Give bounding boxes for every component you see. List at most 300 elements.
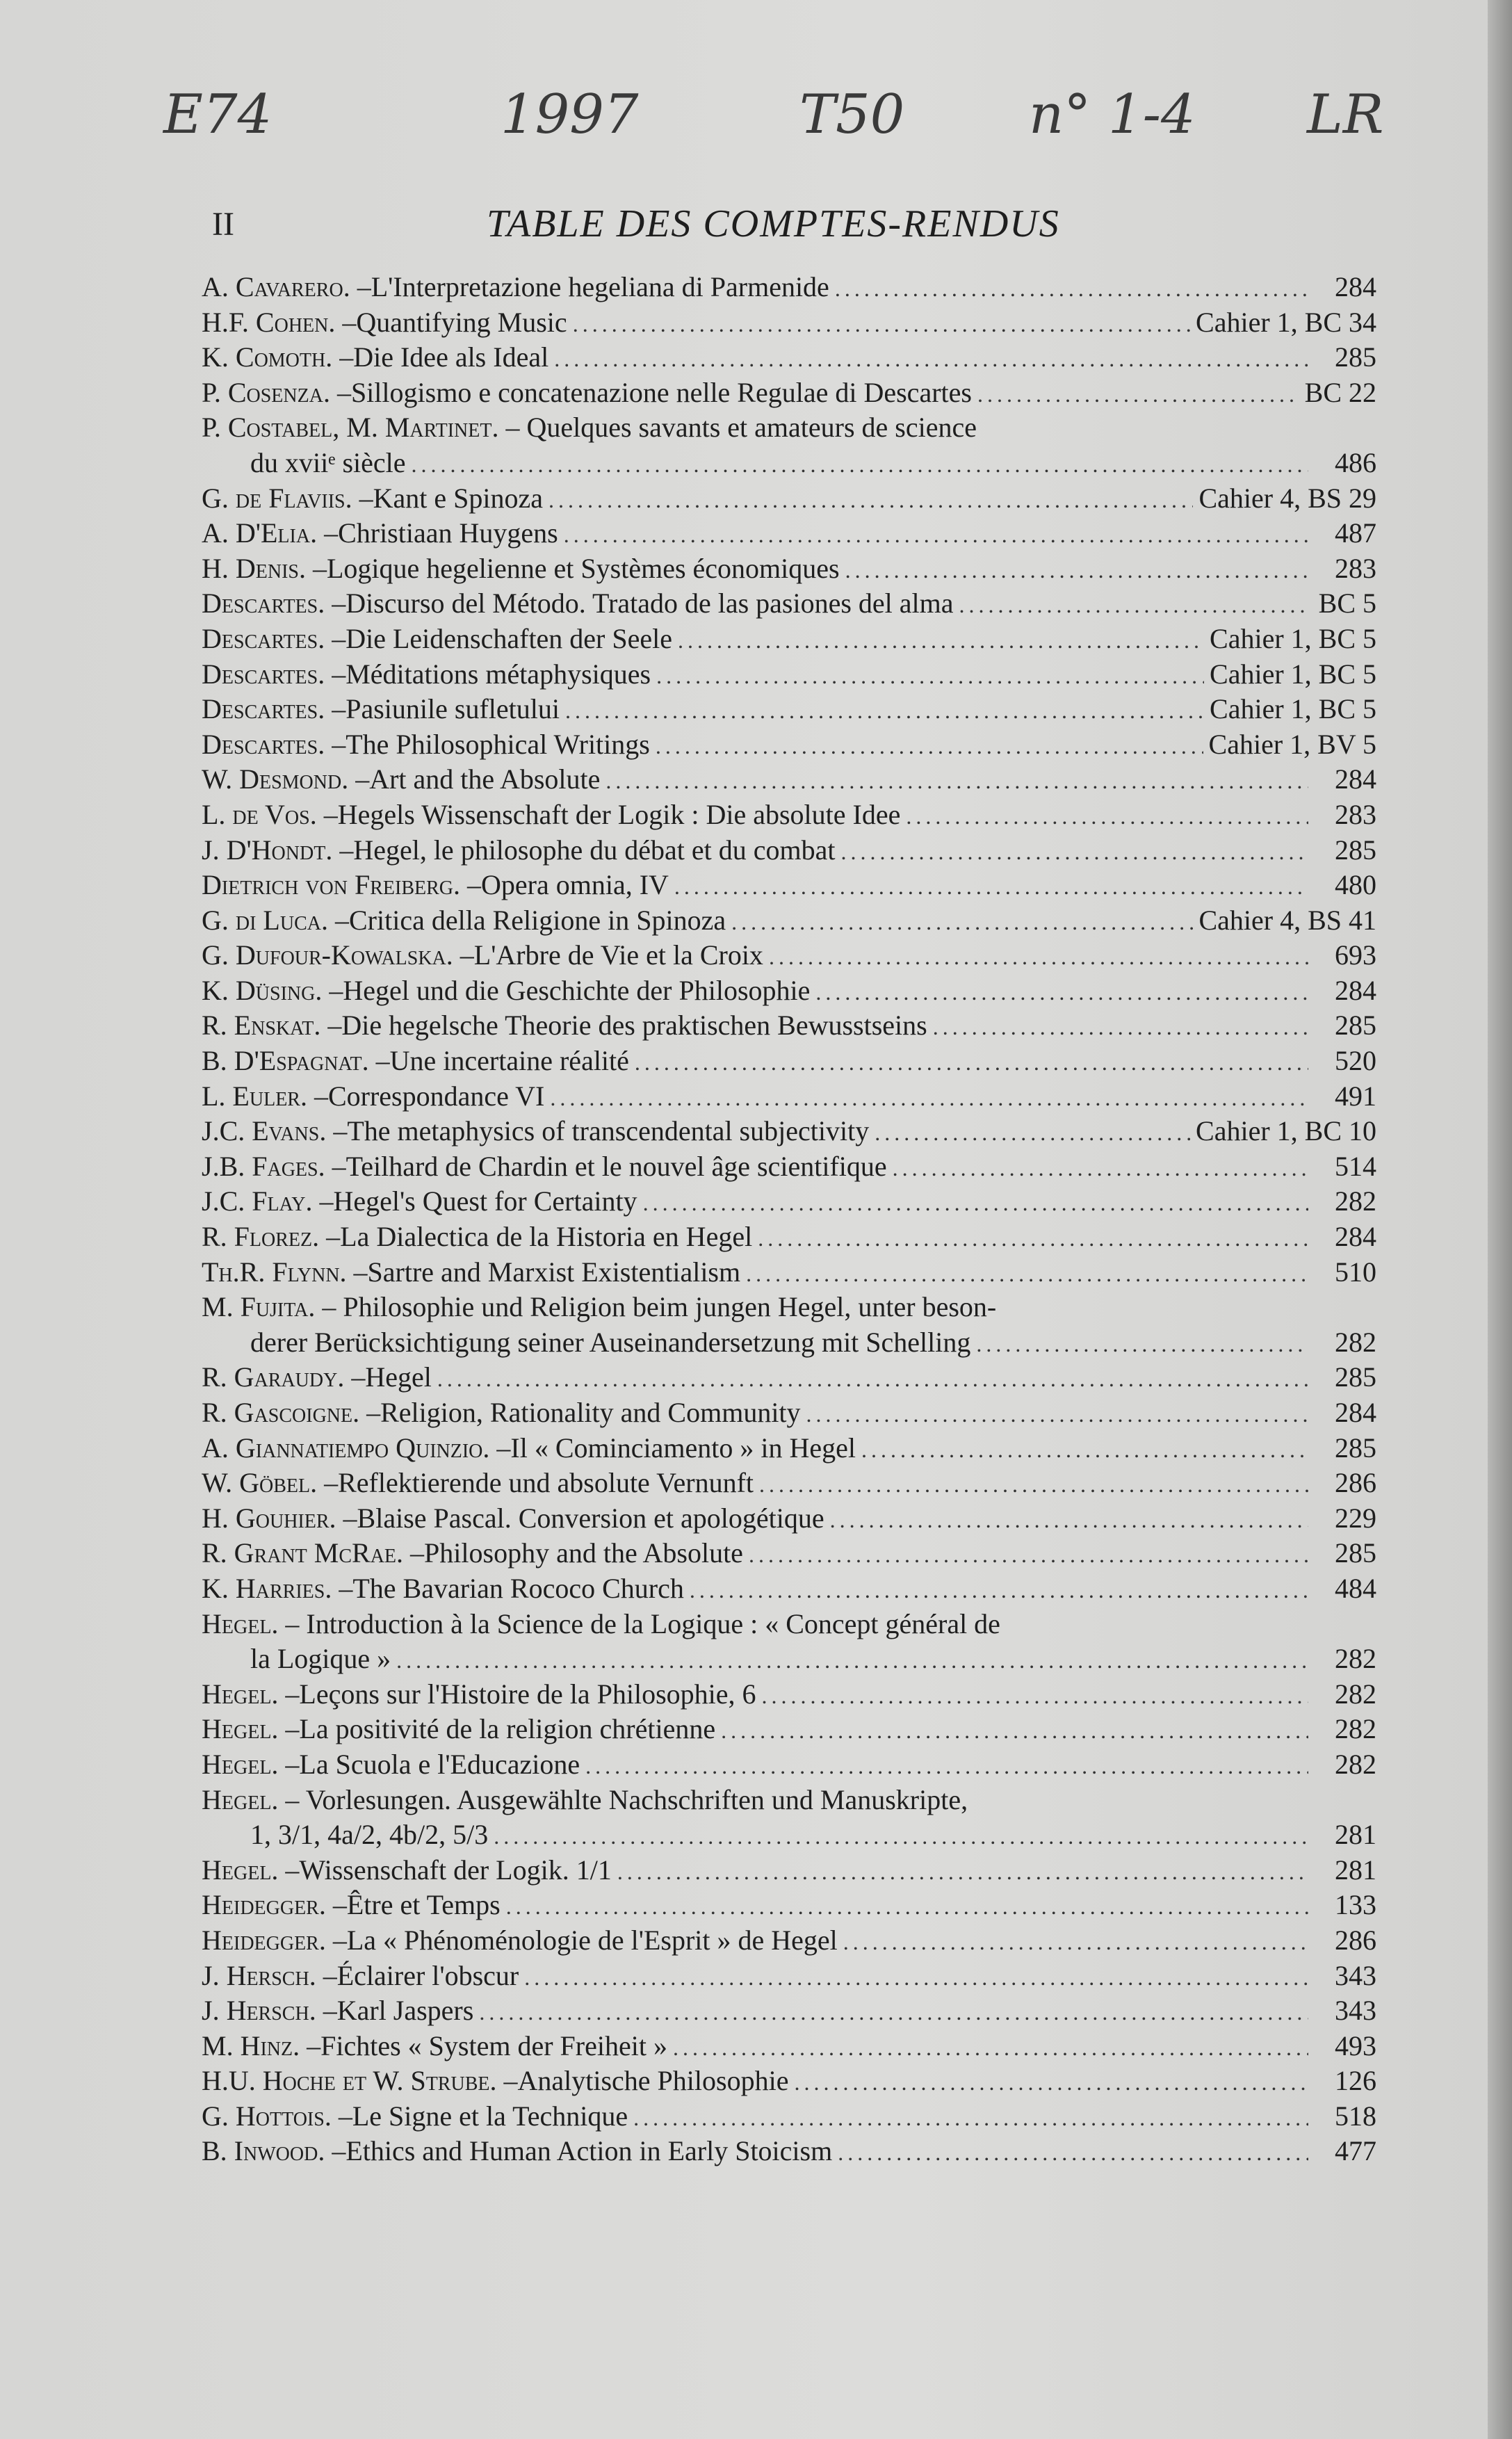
entry-title: Religion, Rationality and Community bbox=[380, 1397, 801, 1428]
entry-title-continued: 1, 3/1, 4a/2, 4b/2, 5/3 bbox=[250, 1819, 489, 1851]
entry-row bbox=[202, 1923, 1376, 1959]
leader-dots bbox=[762, 1678, 1308, 1713]
entry-title: Wissenschaft der Logik. 1/1 bbox=[299, 1854, 612, 1886]
entry-first-line bbox=[202, 1783, 1376, 1818]
entry-author: Heidegger bbox=[202, 1924, 319, 1956]
entry-reference: 282 bbox=[1335, 1326, 1376, 1358]
entry-title: Hegels Wissenschaft der Logik : Die absolute Idee bbox=[337, 798, 901, 830]
entry-author: H.F. Cohen bbox=[202, 306, 329, 338]
entry-title: Discurso del Método. Tratado de las pasiones del alma bbox=[346, 588, 954, 619]
entry-separator: . – bbox=[446, 939, 474, 971]
leader-dots bbox=[758, 1221, 1308, 1256]
leader-dots bbox=[806, 1397, 1308, 1432]
entry-row bbox=[202, 551, 1376, 587]
entry-title: Le Signe et la Technique bbox=[352, 2100, 628, 2132]
entry-title-continued: derer Berücksichtigung seiner Auseinandersetzung mit Schelling bbox=[250, 1326, 971, 1358]
entry-title: Die Leidenschaften der Seele bbox=[346, 622, 672, 654]
leader-dots bbox=[565, 693, 1204, 728]
entry-author: H.U. Hoche et W. Strube bbox=[202, 2065, 490, 2097]
entry-separator: . – bbox=[315, 974, 343, 1006]
entry-separator: . – bbox=[318, 2135, 346, 2167]
leader-dots bbox=[554, 341, 1308, 376]
entry-title: Une incertaine réalité bbox=[389, 1045, 629, 1077]
entry-row bbox=[202, 410, 1376, 480]
entry-separator: . – bbox=[293, 2029, 321, 2061]
entry-row bbox=[202, 622, 1376, 657]
handwritten-note-2: 1997 bbox=[501, 83, 639, 146]
entry-title: Reflektierende und absolute Vernunft bbox=[338, 1467, 754, 1499]
leader-dots bbox=[585, 1749, 1308, 1783]
entry-author: G. Hottois bbox=[202, 2100, 325, 2132]
entry-separator: . – bbox=[324, 2100, 352, 2132]
entry-separator: . – bbox=[325, 341, 354, 373]
entry-title: Teilhard de Chardin et le nouvel âge scientifique bbox=[346, 1150, 887, 1182]
entry-title-continued: du xviiᵉ siècle bbox=[250, 446, 406, 478]
entry-row bbox=[202, 1149, 1376, 1185]
entry-row bbox=[202, 657, 1376, 692]
entry-separator: . – bbox=[325, 1572, 353, 1604]
entry-row bbox=[202, 868, 1376, 903]
leader-dots bbox=[479, 1995, 1308, 2029]
entry-title: The Philosophical Writings bbox=[346, 728, 650, 760]
entry-row bbox=[202, 375, 1376, 411]
leader-dots bbox=[678, 623, 1204, 658]
entry-reference: 486 bbox=[1335, 446, 1376, 478]
entry-row bbox=[202, 1255, 1376, 1290]
entry-separator: . – bbox=[299, 552, 327, 584]
entry-title: Opera omnia, IV bbox=[481, 869, 669, 901]
leader-dots bbox=[769, 939, 1308, 974]
leader-dots bbox=[506, 1889, 1308, 1924]
entry-author: M. Fujita bbox=[202, 1291, 309, 1323]
handwritten-note-3: T50 bbox=[799, 83, 905, 146]
entry-title: Blaise Pascal. Conversion et apologétique bbox=[357, 1502, 824, 1534]
entry-title: Logique hegelienne et Systèmes économiques bbox=[327, 552, 840, 584]
entry-author: W. Göbel bbox=[202, 1467, 311, 1499]
entry-reference: 229 bbox=[1335, 1502, 1376, 1534]
entry-title: The Bavarian Rococo Church bbox=[352, 1572, 684, 1604]
entry-reference: 510 bbox=[1335, 1256, 1376, 1288]
entry-separator: . – bbox=[271, 1678, 300, 1710]
leader-dots bbox=[396, 1643, 1308, 1678]
handwritten-note-5: LR bbox=[1307, 83, 1384, 146]
leader-dots bbox=[861, 1432, 1308, 1467]
entry-author: K. Comoth bbox=[202, 341, 326, 373]
entry-reference: 491 bbox=[1335, 1080, 1376, 1112]
leader-dots bbox=[690, 1573, 1308, 1607]
entry-author: Heidegger bbox=[202, 1889, 319, 1921]
entry-reference: Cahier 4, BS 41 bbox=[1198, 904, 1376, 936]
leader-dots bbox=[550, 1080, 1308, 1115]
entry-reference: 282 bbox=[1335, 1185, 1376, 1217]
entry-title-continued: la Logique » bbox=[250, 1643, 391, 1675]
entry-author: J. D'Hondt bbox=[202, 834, 326, 866]
entry-author: Descartes bbox=[202, 622, 318, 654]
entry-title: Philosophie und Religion beim jungen Hegel, unter beson- bbox=[343, 1291, 997, 1323]
entry-row bbox=[202, 2099, 1376, 2134]
entry-row bbox=[202, 270, 1376, 305]
entry-separator: . – bbox=[453, 869, 482, 901]
entry-title: Critica della Religione in Spinoza bbox=[348, 904, 726, 936]
entry-title: Hegel's Quest for Certainty bbox=[333, 1185, 637, 1217]
entry-reference: 487 bbox=[1335, 517, 1376, 549]
entry-title: La Scuola e l'Educazione bbox=[299, 1748, 580, 1780]
entry-separator: . – bbox=[271, 1783, 306, 1815]
entry-separator: . – bbox=[337, 1361, 366, 1393]
entry-title: Correspondance VI bbox=[327, 1080, 545, 1112]
entry-title: Kant e Spinoza bbox=[373, 482, 543, 514]
entry-second-line bbox=[202, 1642, 1376, 1677]
entry-author: Hegel bbox=[202, 1713, 272, 1745]
entry-row bbox=[202, 1079, 1376, 1115]
entry-separator: . – bbox=[271, 1713, 300, 1745]
entry-title: La positivité de la religion chrétienne bbox=[299, 1713, 716, 1745]
entry-reference: 284 bbox=[1335, 271, 1376, 302]
entry-second-line bbox=[202, 1817, 1376, 1853]
entry-title: Il « Cominciamento » in Hegel bbox=[510, 1432, 856, 1464]
entry-author: Descartes bbox=[202, 693, 318, 725]
entry-title: Introduction à la Science de la Logique : « Concept général de bbox=[306, 1607, 1000, 1639]
entry-row bbox=[202, 1395, 1376, 1431]
leader-dots bbox=[746, 1256, 1308, 1291]
entry-row bbox=[202, 1220, 1376, 1255]
entry-row bbox=[202, 1501, 1376, 1537]
entry-author: Descartes bbox=[202, 588, 318, 619]
entry-separator: . – bbox=[341, 763, 370, 795]
entry-title: Éclairer l'obscur bbox=[336, 1959, 519, 1991]
entry-separator: . – bbox=[482, 1432, 511, 1464]
entry-separator: . – bbox=[271, 1748, 300, 1780]
leader-dots bbox=[437, 1361, 1308, 1396]
entry-first-line bbox=[202, 1290, 1376, 1325]
entry-author: Hegel bbox=[202, 1748, 272, 1780]
entry-row bbox=[202, 797, 1376, 833]
entry-reference: 343 bbox=[1335, 1959, 1376, 1991]
entry-separator: . – bbox=[489, 2065, 518, 2097]
entry-author: H. Denis bbox=[202, 552, 299, 584]
entry-author: A. D'Elia bbox=[202, 517, 311, 549]
entry-separator: . – bbox=[308, 1291, 343, 1323]
entry-separator: . – bbox=[318, 658, 346, 690]
entry-row bbox=[202, 516, 1376, 551]
entry-row bbox=[202, 2029, 1376, 2064]
entry-author: Th.R. Flynn bbox=[202, 1256, 340, 1288]
entry-reference: 285 bbox=[1335, 834, 1376, 866]
entry-reference: 286 bbox=[1335, 1924, 1376, 1956]
entry-reference: 282 bbox=[1335, 1643, 1376, 1675]
leader-dots bbox=[843, 1925, 1308, 1959]
leader-dots bbox=[906, 799, 1308, 834]
entry-reference: 285 bbox=[1335, 1537, 1376, 1569]
page-edge bbox=[1488, 0, 1512, 2439]
entry-reference: 282 bbox=[1335, 1748, 1376, 1780]
entry-separator: . – bbox=[309, 1959, 337, 1991]
entry-separator: . – bbox=[318, 1150, 346, 1182]
leader-dots bbox=[731, 905, 1193, 939]
leader-dots bbox=[573, 307, 1190, 341]
entry-reference: 285 bbox=[1335, 341, 1376, 373]
leader-dots bbox=[759, 1467, 1308, 1502]
entry-author: L. Euler bbox=[202, 1080, 300, 1112]
leader-dots bbox=[749, 1537, 1308, 1572]
entry-row bbox=[202, 1959, 1376, 1994]
entry-author: K. Harries bbox=[202, 1572, 325, 1604]
entry-reference: 285 bbox=[1335, 1432, 1376, 1464]
entry-second-line bbox=[202, 446, 1376, 481]
leader-dots bbox=[674, 869, 1308, 904]
entry-reference: Cahier 1, BC 34 bbox=[1196, 306, 1376, 338]
entry-author: R. Florez bbox=[202, 1221, 313, 1253]
entry-row bbox=[202, 1114, 1376, 1149]
entry-row bbox=[202, 1184, 1376, 1220]
leader-dots bbox=[893, 1151, 1308, 1185]
entry-title: The metaphysics of transcendental subjectivity bbox=[347, 1115, 870, 1147]
entry-row bbox=[202, 1607, 1376, 1677]
entry-title: Méditations métaphysiques bbox=[346, 658, 651, 690]
leader-dots bbox=[605, 763, 1308, 798]
entry-author: A. Giannatiempo Quinzio bbox=[202, 1432, 483, 1464]
entry-title: L'Arbre de Vie et la Croix bbox=[473, 939, 763, 971]
entry-separator: . – bbox=[339, 1256, 368, 1288]
leader-dots bbox=[835, 271, 1308, 306]
entry-author: R. Garaudy bbox=[202, 1361, 338, 1393]
entry-author: A. Cavarero bbox=[202, 271, 343, 302]
entry-reference: 480 bbox=[1335, 869, 1376, 901]
leader-dots bbox=[794, 2065, 1308, 2100]
entry-separator: . – bbox=[310, 1467, 339, 1499]
entry-separator: . – bbox=[271, 1854, 300, 1886]
entry-separator: . – bbox=[325, 834, 354, 866]
leader-dots bbox=[633, 2100, 1308, 2135]
entry-reference: 283 bbox=[1335, 798, 1376, 830]
entry-first-line bbox=[202, 410, 1376, 446]
entry-separator: . – bbox=[318, 693, 346, 725]
entry-reference: Cahier 1, BC 5 bbox=[1210, 693, 1376, 725]
entry-row bbox=[202, 903, 1376, 939]
entry-row bbox=[202, 1431, 1376, 1466]
entry-row bbox=[202, 2064, 1376, 2099]
leader-dots bbox=[635, 1045, 1308, 1080]
entry-row bbox=[202, 1783, 1376, 1853]
entry-row bbox=[202, 2134, 1376, 2169]
entry-author: Dietrich von Freiberg bbox=[202, 869, 454, 901]
entry-title: Christiaan Huygens bbox=[338, 517, 558, 549]
entry-reference: 126 bbox=[1335, 2065, 1376, 2097]
entry-second-line bbox=[202, 1325, 1376, 1361]
entry-reference: 493 bbox=[1335, 2029, 1376, 2061]
entry-separator: . – bbox=[329, 1502, 357, 1534]
entry-row bbox=[202, 1466, 1376, 1501]
entry-author: J.C. Flay bbox=[202, 1185, 306, 1217]
leader-dots bbox=[617, 1854, 1308, 1889]
entry-reference: 285 bbox=[1335, 1361, 1376, 1393]
entry-author: R. Gascoigne bbox=[202, 1397, 353, 1428]
entry-reference: 284 bbox=[1335, 1221, 1376, 1253]
entry-author: G. Dufour-Kowalska bbox=[202, 939, 446, 971]
entry-separator: . – bbox=[323, 376, 351, 408]
entry-row bbox=[202, 1677, 1376, 1712]
entry-reference: BC 5 bbox=[1318, 588, 1376, 619]
leader-dots bbox=[721, 1713, 1308, 1748]
entry-row bbox=[202, 1290, 1376, 1360]
entry-separator: . – bbox=[305, 1185, 334, 1217]
leader-dots bbox=[643, 1185, 1308, 1220]
entry-author: J.B. Fages bbox=[202, 1150, 318, 1182]
entry-reference: Cahier 1, BC 5 bbox=[1210, 622, 1376, 654]
entry-author: B. Inwood bbox=[202, 2135, 318, 2167]
entry-row bbox=[202, 1360, 1376, 1395]
entry-reference: 284 bbox=[1335, 763, 1376, 795]
entry-row bbox=[202, 1044, 1376, 1079]
entry-author: P. Costabel, M. Martinet bbox=[202, 412, 492, 444]
entry-title: Philosophy and the Absolute bbox=[424, 1537, 743, 1569]
entry-author: J. Hersch bbox=[202, 1959, 309, 1991]
entry-reference: 284 bbox=[1335, 974, 1376, 1006]
entry-separator: . – bbox=[328, 306, 357, 338]
entry-reference: 284 bbox=[1335, 1397, 1376, 1428]
entry-author: Hegel bbox=[202, 1607, 272, 1639]
handwritten-note-1: E74 bbox=[163, 83, 273, 146]
page-title: TABLE DES COMPTES-RENDUS bbox=[487, 202, 1060, 245]
entry-reference: 518 bbox=[1335, 2100, 1376, 2132]
entry-author: Descartes bbox=[202, 658, 318, 690]
entry-row bbox=[202, 762, 1376, 797]
entry-row bbox=[202, 1536, 1376, 1571]
entry-separator: . – bbox=[318, 728, 346, 760]
leader-dots bbox=[656, 729, 1203, 763]
leader-dots bbox=[524, 1960, 1308, 1995]
entry-title: Die hegelsche Theorie des praktischen Bewusstseins bbox=[341, 1010, 927, 1042]
entry-author: J. Hersch bbox=[202, 1995, 309, 2027]
entry-separator: . – bbox=[312, 1221, 341, 1253]
entry-reference: 343 bbox=[1335, 1995, 1376, 2027]
entry-reference: 281 bbox=[1335, 1819, 1376, 1851]
leader-dots bbox=[494, 1819, 1308, 1854]
entry-title: L'Interpretazione hegeliana di Parmenide bbox=[371, 271, 829, 302]
leader-dots bbox=[933, 1010, 1308, 1044]
entry-separator: . – bbox=[318, 622, 346, 654]
entry-title: Pasiunile sufletului bbox=[346, 693, 560, 725]
entry-author: Descartes bbox=[202, 728, 318, 760]
entry-first-line bbox=[202, 1607, 1376, 1642]
entry-separator: . – bbox=[319, 1115, 348, 1147]
entry-row bbox=[202, 1712, 1376, 1747]
entry-row bbox=[202, 692, 1376, 727]
entry-title: Sartre and Marxist Existentialism bbox=[367, 1256, 741, 1288]
entry-separator: . – bbox=[361, 1045, 390, 1077]
entry-title: Karl Jaspers bbox=[336, 1995, 474, 2027]
entry-author: Hegel bbox=[202, 1678, 272, 1710]
entry-separator: . – bbox=[271, 1607, 307, 1639]
entry-row bbox=[202, 833, 1376, 868]
entry-title: Analytische Philosophie bbox=[517, 2065, 789, 2097]
entry-author: Hegel bbox=[202, 1783, 272, 1815]
leader-dots bbox=[830, 1502, 1308, 1537]
entry-reference: 283 bbox=[1335, 552, 1376, 584]
entry-separator: . – bbox=[310, 517, 339, 549]
leader-dots bbox=[838, 2135, 1308, 2170]
entry-row bbox=[202, 340, 1376, 375]
entries-list bbox=[202, 270, 1376, 2169]
entry-reference: Cahier 4, BS 29 bbox=[1198, 482, 1376, 514]
entry-author: Hegel bbox=[202, 1854, 272, 1886]
entry-reference: 520 bbox=[1335, 1045, 1376, 1077]
entry-title: Quelques savants et amateurs de science bbox=[526, 412, 977, 444]
entry-title: La « Phénoménologie de l'Esprit » de Hegel bbox=[346, 1924, 838, 1956]
entry-title: Art and the Absolute bbox=[369, 763, 601, 795]
entry-reference: 514 bbox=[1335, 1150, 1376, 1182]
entry-author: R. Enskat bbox=[202, 1010, 314, 1042]
entry-reference: 133 bbox=[1335, 1889, 1376, 1921]
entry-title: Hegel, le philosophe du débat et du combat bbox=[353, 834, 836, 866]
entry-separator: . – bbox=[320, 904, 349, 936]
entry-row bbox=[202, 1747, 1376, 1783]
entry-author: H. Gouhier bbox=[202, 1502, 330, 1534]
leader-dots bbox=[959, 588, 1308, 622]
leader-dots bbox=[656, 658, 1204, 693]
page-number: II bbox=[212, 206, 234, 243]
entry-reference: 484 bbox=[1335, 1572, 1376, 1604]
entry-author: G. di Luca bbox=[202, 904, 321, 936]
entry-row bbox=[202, 1888, 1376, 1923]
entry-reference: 693 bbox=[1335, 939, 1376, 971]
entry-separator: . – bbox=[318, 588, 346, 619]
entry-row bbox=[202, 1571, 1376, 1607]
entry-row bbox=[202, 586, 1376, 622]
leader-dots bbox=[840, 834, 1308, 869]
entry-title: Sillogismo e concatenazione nelle Regulae di Descartes bbox=[350, 376, 972, 408]
entry-title: Ethics and Human Action in Early Stoicism bbox=[346, 2135, 833, 2167]
entry-separator: . – bbox=[343, 271, 371, 302]
entry-reference: Cahier 1, BV 5 bbox=[1208, 728, 1376, 760]
entry-author: R. Grant McRae bbox=[202, 1537, 397, 1569]
entry-separator: . – bbox=[396, 1537, 425, 1569]
entry-title: Être et Temps bbox=[346, 1889, 501, 1921]
entry-row bbox=[202, 481, 1376, 517]
entry-row bbox=[202, 973, 1376, 1009]
entry-author: P. Cosenza bbox=[202, 376, 323, 408]
entry-author: L. de Vos bbox=[202, 798, 310, 830]
entry-reference: BC 22 bbox=[1304, 376, 1376, 408]
entry-separator: . – bbox=[309, 798, 338, 830]
leader-dots bbox=[412, 447, 1308, 482]
entry-author: M. Hinz bbox=[202, 2029, 293, 2061]
entry-separator: . – bbox=[318, 1889, 347, 1921]
entry-separator: . – bbox=[352, 1397, 381, 1428]
entry-title: Vorlesungen. Ausgewählte Nachschriften und Manuskripte, bbox=[305, 1783, 968, 1815]
entry-title: La Dialectica de la Historia en Hegel bbox=[340, 1221, 753, 1253]
entry-row bbox=[202, 727, 1376, 763]
entry-reference: Cahier 1, BC 5 bbox=[1210, 658, 1376, 690]
entry-title: Leçons sur l'Histoire de la Philosophie, 6 bbox=[299, 1678, 756, 1710]
entry-row bbox=[202, 1853, 1376, 1888]
entry-reference: 286 bbox=[1335, 1467, 1376, 1499]
entry-author: K. Düsing bbox=[202, 974, 316, 1006]
entry-author: B. D'Espagnat bbox=[202, 1045, 362, 1077]
entry-reference: 285 bbox=[1335, 1010, 1376, 1042]
entry-row bbox=[202, 1993, 1376, 2029]
entry-separator: . – bbox=[345, 482, 373, 514]
entry-title: Hegel und die Geschichte der Philosophie bbox=[343, 974, 811, 1006]
entry-title: Fichtes « System der Freiheit » bbox=[320, 2029, 667, 2061]
entry-title: Die Idee als Ideal bbox=[353, 341, 549, 373]
leader-dots bbox=[673, 2030, 1308, 2065]
handwritten-note-4: n° 1-4 bbox=[1029, 83, 1196, 146]
entry-author: J.C. Evans bbox=[202, 1115, 320, 1147]
leader-dots bbox=[875, 1115, 1190, 1150]
entry-reference: 477 bbox=[1335, 2135, 1376, 2167]
leader-dots bbox=[977, 377, 1299, 412]
